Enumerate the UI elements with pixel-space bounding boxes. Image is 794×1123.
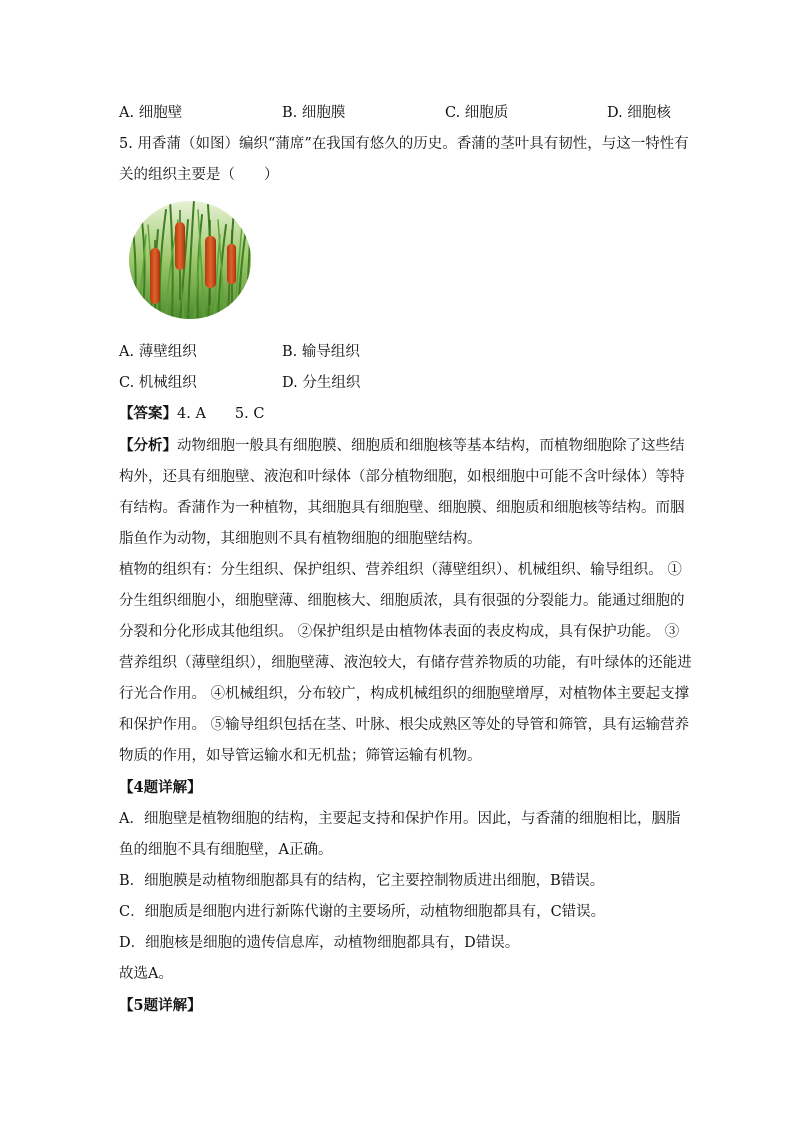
analysis-line-1 [119, 436, 685, 456]
analysis-line-7: 分裂和分化形成其他组织。 ②保护组织是由植物体表面的表皮构成，具有保护功能。 ③ [119, 624, 680, 640]
q4-option-b: B. 细胞膜 [282, 105, 346, 121]
detail4-line-6: 故选A。 [119, 966, 173, 982]
detail5-title: 【5题详解】 [119, 997, 202, 1014]
q4-option-c: C. 细胞质 [445, 105, 509, 121]
detail4-line-1: A．细胞壁是植物细胞的结构，主要起支持和保护作用。因此，与香蒲的细胞相比，胭脂 [119, 811, 681, 827]
analysis-line-3: 有结构。香蒲作为一种植物，其细胞具有细胞壁、细胞膜、细胞质和细胞核等结构。而胭 [119, 500, 685, 516]
detail4-line-4: C．细胞质是细胞内进行新陈代谢的主要场所，动植物细胞都具有，C错误。 [119, 904, 606, 920]
answer-line [119, 404, 264, 424]
analysis-line-10: 和保护作用。 ⑤输导组织包括在茎、叶脉、根尖成熟区等处的导管和筛管，具有运输营养 [119, 717, 690, 733]
detail4-title: 【4题详解】 [119, 779, 202, 796]
q5-stem-line-2: 关的组织主要是（ ） [119, 167, 279, 183]
q5-option-d: D. 分生组织 [282, 375, 361, 391]
detail4-line-2: 鱼的细胞不具有细胞壁，A正确。 [119, 842, 333, 858]
answer-label: 【答案】 [119, 405, 177, 422]
detail4-line-3: B．细胞膜是动植物细胞都具有的结构，它主要控制物质进出细胞，B错误。 [119, 873, 605, 889]
analysis-label: 【分析】 [119, 437, 177, 454]
q5-option-c: C. 机械组织 [119, 375, 197, 391]
q4-option-d: D. 细胞核 [607, 105, 671, 121]
analysis-line-4: 脂鱼作为动物，其细胞则不具有植物细胞的细胞壁结构。 [119, 531, 482, 547]
q4-option-a: A. 细胞壁 [119, 105, 183, 121]
detail4-line-5: D．细胞核是细胞的遗传信息库，动植物细胞都具有，D错误。 [119, 935, 520, 951]
cattail-photo [128, 200, 252, 320]
analysis-line-9: 行光合作用。 ④机械组织，分布较广，构成机械组织的细胞壁增厚，对植物体主要起支撑 [119, 686, 690, 702]
q5-stem-line-1: 5. 用香蒲（如图）编织“蒲席”在我国有悠久的历史。香蒲的茎叶具有韧性，与这一特性有 [119, 136, 689, 152]
analysis-line-8: 营养组织（薄壁组织），细胞壁薄、液泡较大，有储存营养物质的功能，有叶绿体的还能进 [119, 655, 692, 671]
analysis-line-2: 构外，还具有细胞壁、液泡和叶绿体（部分植物细胞，如根细胞中可能不含叶绿体）等特 [119, 469, 685, 485]
analysis-line-11: 物质的作用，如导管运输水和无机盐；筛管运输有机物。 [119, 748, 482, 764]
answer-text: 4. A 5. C [177, 406, 265, 422]
q5-option-b: B. 输导组织 [282, 344, 360, 360]
analysis-text: 动物细胞一般具有细胞膜、细胞质和细胞核等基本结构，而植物细胞除了这些结 [177, 438, 685, 454]
analysis-line-6: 分生组织细胞小，细胞壁薄、细胞核大、细胞质浓，具有很强的分裂能力。能通过细胞的 [119, 593, 685, 609]
analysis-line-5: 植物的组织有：分生组织、保护组织、营养组织（薄壁组织）、机械组织、输导组织。 ① [119, 562, 682, 578]
q5-option-a: A. 薄壁组织 [119, 344, 197, 360]
